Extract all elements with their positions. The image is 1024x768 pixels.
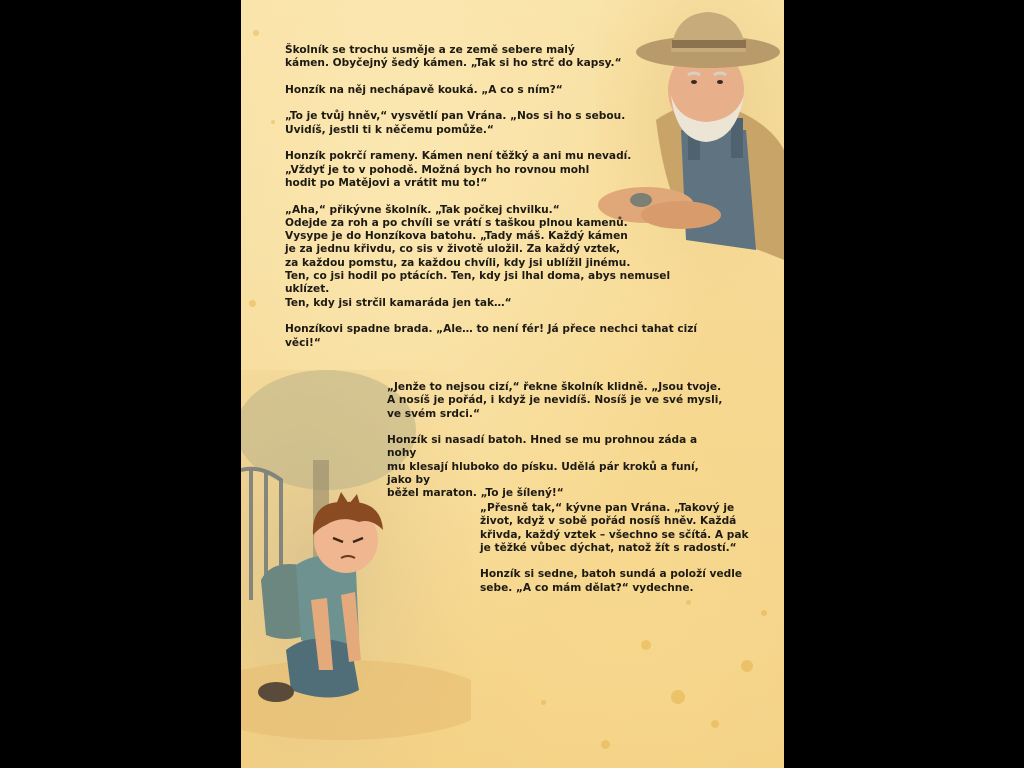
story-paragraph: „Přesně tak,“ kývne pan Vrána. „Takový je život, když v sobě pořád nosíš hněv. Každá křivda, každý vztek – všechno se sčítá. A pak je těžké vůbec dýchat, natož žít s radostí.“	[480, 502, 749, 554]
story-paragraph: „To je tvůj hněv,“ vysvětlí pan Vrána. „Nos si ho s sebou. Uvidíš, jestli ti k něčemu pomůže.“	[285, 110, 626, 136]
paint-speckle	[741, 660, 753, 672]
paint-speckle	[541, 700, 546, 705]
story-paragraph: Honzíkovi spadne brada. „Ale… to není fér! Já přece nechci tahat cizí věci!“	[285, 323, 698, 349]
story-paragraph: „Aha,“ přikývne školník. „Tak počkej chvilku.“ Odejde za roh a po chvíli se vrátí s taškou plnou kamenů. Vysype je do Honzíkova batohu. „Tady máš. Každý kámen je za jednu křivdu, co sis v životě uložil. Za každý vztek, za každou pomstu, za každou chvíli, kdy jsi ublížil jinému. Ten, co jsi hodil po ptácích. Ten, kdy jsi lhal doma, abys nemusel uklízet. Ten, kdy jsi strčil kamaráda jen tak…“	[285, 203, 671, 309]
story-paragraph: Honzík pokrčí rameny. Kámen není těžký a ani mu nevadí. „Vždyť je to v pohodě. Možná bych ho rovnou mohl hodit po Matějovi a vrátit mu to!“	[285, 150, 632, 189]
story-paragraph: „Jenže to nejsou cizí,“ řekne školník klidně. „Jsou tvoje. A nosíš je pořád, i když je nevidíš. Nosíš je ve své mysli, ve svém srdci.“	[387, 381, 723, 420]
paint-speckle	[711, 720, 719, 728]
story-paragraph: Honzík si nasadí batoh. Hned se mu prohnou záda a nohy mu klesají hluboko do písku. Udělá pár kroků a funí, jako by běžel maraton. „To je šílený!“	[387, 434, 699, 500]
paint-speckle	[601, 740, 610, 749]
paint-speckle	[253, 30, 259, 36]
story-paragraph: Honzík si sedne, batoh sundá a položí vedle sebe. „A co mám dělat?“ vydechne.	[480, 568, 743, 594]
story-text-block-bottom	[480, 502, 750, 608]
story-paragraph: Školník se trochu usměje a ze země sebere malý kámen. Obyčejný šedý kámen. „Tak si ho strč do kapsy.“	[285, 44, 622, 70]
story-text-block-top	[285, 44, 715, 363]
paint-speckle	[671, 690, 685, 704]
paint-speckle	[271, 120, 275, 124]
story-text-block-middle	[387, 381, 727, 514]
paint-speckle	[761, 610, 767, 616]
storybook-page	[241, 0, 784, 768]
story-paragraph: Honzík na něj nechápavě kouká. „A co s ním?“	[285, 83, 563, 96]
paint-speckle	[249, 300, 256, 307]
paint-speckle	[641, 640, 651, 650]
